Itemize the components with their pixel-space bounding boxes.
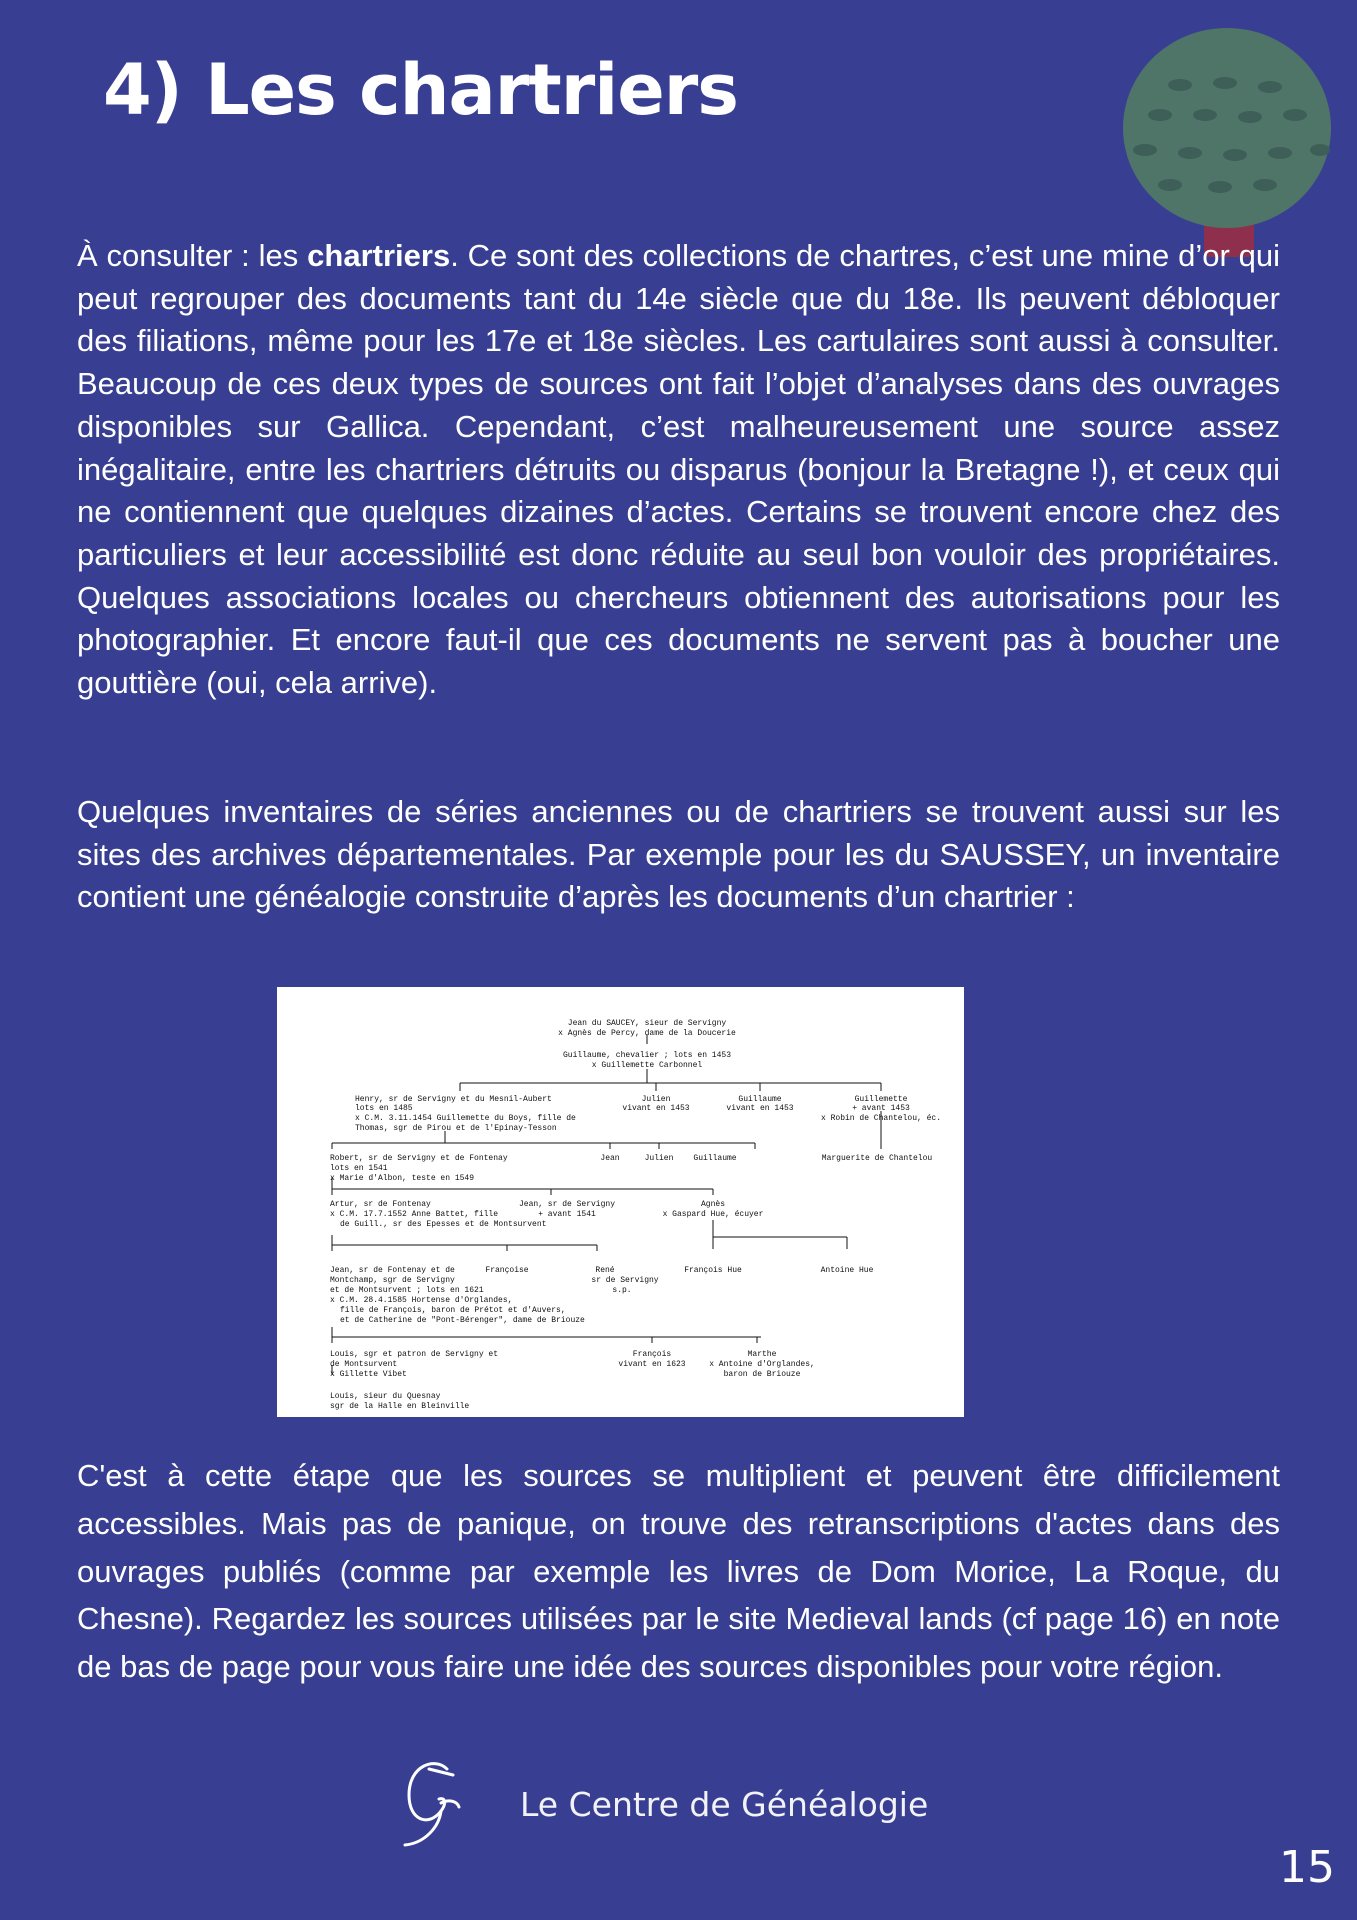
svg-text:Louis, sgr et patron de Servig: Louis, sgr et patron de Servigny et — [330, 1350, 499, 1359]
svg-text:x C.M. 3.11.1454 Guillemette d: x C.M. 3.11.1454 Guillemette du Boys, fille de — [355, 1114, 576, 1123]
svg-text:René: René — [595, 1266, 615, 1275]
svg-text:Henry, sr de Servigny et du Me: Henry, sr de Servigny et du Mesnil-Aubert — [355, 1095, 552, 1104]
genealogy-antoine-hue: Antoine Hue — [820, 1266, 874, 1275]
g-monogram-logo-icon — [395, 1755, 465, 1850]
tree-icon — [1120, 15, 1335, 260]
svg-text:Julien: Julien — [641, 1095, 671, 1104]
genealogy-henry — [355, 1095, 576, 1133]
genealogy-julien — [622, 1095, 689, 1113]
genealogy-francois — [618, 1350, 685, 1369]
svg-text:x Antoine d'Orglandes,: x Antoine d'Orglandes, — [709, 1360, 815, 1369]
svg-text:Jean, sr de Servigny: Jean, sr de Servigny — [518, 1200, 616, 1209]
svg-text:sgr de la Halle en Bleinville: sgr de la Halle en Bleinville — [330, 1402, 470, 1411]
svg-text:sr de Servigny: sr de Servigny — [591, 1276, 659, 1285]
svg-text:+ avant 1453: + avant 1453 — [852, 1104, 910, 1113]
footer — [395, 1755, 955, 1855]
svg-text:de Guill., sr des Epesses et d: de Guill., sr des Epesses et de Montsurvent — [340, 1220, 547, 1229]
genealogy-jean-servigny — [519, 1200, 615, 1219]
genealogy-rene — [591, 1266, 658, 1295]
svg-text:vivant en 1453: vivant en 1453 — [726, 1104, 794, 1113]
genealogy-louis-patron — [330, 1350, 498, 1379]
genealogy-guillemette — [821, 1095, 941, 1123]
svg-text:Jean: Jean — [600, 1154, 620, 1163]
svg-text:x C.M. 28.4.1585 Hortense d'Or: x C.M. 28.4.1585 Hortense d'Orglandes, — [330, 1296, 513, 1305]
svg-text:Robert, sr de Servigny et de F: Robert, sr de Servigny et de Fontenay — [330, 1154, 508, 1163]
svg-text:fille de François, baron de Pr: fille de François, baron de Prétot et d'Auvers, — [340, 1306, 566, 1315]
inventaires-paragraph: Quelques inventaires de séries anciennes ou de chartriers se trouvent aussi sur les sites des archives départementales. Par exemple pour les du SAUSSEY, un inventaire contient une généalogie construite d’après les documents d’un chartrier : — [77, 794, 1280, 915]
svg-text:x Gaspard Hue, écuyer: x Gaspard Hue, écuyer — [662, 1210, 764, 1219]
svg-text:s.p.: s.p. — [612, 1286, 632, 1295]
svg-text:Louis, sieur du Quesnay: Louis, sieur du Quesnay — [330, 1392, 441, 1401]
genealogy-francois-hue: François Hue — [684, 1266, 742, 1275]
genealogy-marthe — [709, 1350, 815, 1379]
svg-text:vivant en 1453: vivant en 1453 — [622, 1104, 690, 1113]
svg-text:Artur, sr de Fontenay: Artur, sr de Fontenay — [330, 1200, 431, 1209]
svg-text:x Guillemette Carbonnel: x Guillemette Carbonnel — [591, 1061, 703, 1070]
genealogy-robert — [330, 1154, 508, 1183]
page-title: 4) Les chartriers — [103, 49, 738, 131]
svg-text:+ avant 1541: + avant 1541 — [538, 1210, 596, 1219]
svg-text:Jean du SAUCEY, sieur de Servi: Jean du SAUCEY, sieur de Servigny — [567, 1019, 727, 1028]
svg-text:Guillaume: Guillaume — [693, 1154, 737, 1163]
genealogy-louis-quesnay — [330, 1392, 469, 1411]
svg-text:et de Montsurvent ; lots en 16: et de Montsurvent ; lots en 1621 — [330, 1286, 484, 1295]
svg-text:x Robin de Chantelou, éc.: x Robin de Chantelou, éc. — [820, 1114, 942, 1123]
svg-text:lots en 1541: lots en 1541 — [330, 1164, 388, 1173]
chartriers-term: chartriers — [307, 238, 451, 273]
svg-text:Julien: Julien — [644, 1154, 674, 1163]
svg-text:Agnès: Agnès — [700, 1200, 726, 1209]
svg-text:vivant en 1623: vivant en 1623 — [618, 1360, 686, 1369]
genealogy-gen4-siblings — [600, 1154, 932, 1163]
svg-text:baron de Briouze: baron de Briouze — [723, 1370, 801, 1379]
chartriers-paragraph: À consulter : les chartriers. Ce sont des collections de chartres, c’est une mine d’or qui peut regrouper des documents tant du 14e siècle que du 18e. Ils peuvent débloquer des filiations, même pour les 17e et 18e siècles. Les cartulaires sont aussi à consulter. Beaucoup de ces deux types de sources ont fait l’objet d’analyses dans des ouvrages disponibles sur Gallica. Cependant, c’est malheureusement une source assez inégalitaire, entre les chartriers détruits ou disparus (bonjour la Bretagne !), et ceux qui ne contiennent que quelques dizaines d’actes. Certains se trouvent encore chez des particuliers et leur accessibilité est donc réduite au seul bon vouloir des propriétaires. Quelques associations locales ou chercheurs obtiennent des autorisations pour les photographier. Et encore faut-il que ces documents ne servent pas à boucher une gouttière (oui, cela arrive). — [77, 238, 1281, 701]
svg-text:x C.M. 17.7.1552 Anne Battet,: x C.M. 17.7.1552 Anne Battet, fille — [330, 1210, 499, 1219]
svg-text:Marthe: Marthe — [747, 1350, 777, 1359]
svg-text:Guillaume: Guillaume — [738, 1095, 782, 1104]
sources-paragraph: C'est à cette étape que les sources se multiplient et peuvent être difficilement accessibles. Mais pas de panique, on trouve des retranscriptions d'actes dans des ouvrages publiés (comme par exemple les livres de Dom Morice, La Roque, du Chesne). Regardez les sources utilisées par le site Medieval lands (cf page 16) en note de bas de page pour vous faire une idée des sources disponibles pour votre région. — [77, 1458, 1280, 1685]
genealogy-jean-fontenay — [330, 1266, 585, 1325]
genealogy-artur — [330, 1200, 546, 1229]
genealogy-agnes — [663, 1200, 764, 1219]
genealogy-root — [558, 1019, 736, 1038]
svg-text:x Gillette Vibet: x Gillette Vibet — [330, 1370, 407, 1379]
svg-text:de Montsurvent: de Montsurvent — [330, 1360, 398, 1369]
page-number: 15 — [1279, 1842, 1335, 1893]
svg-text:Montchamp, sgr de Servigny: Montchamp, sgr de Servigny — [330, 1276, 455, 1285]
svg-text:Marguerite de Chantelou: Marguerite de Chantelou — [821, 1154, 933, 1163]
saussey-genealogy-figure — [277, 987, 964, 1417]
svg-text:et de Catherine de "Pont-Béren: et de Catherine de "Pont-Bérenger", dame de Briouze — [340, 1316, 585, 1325]
svg-text:Thomas, sgr de Pirou et de l'E: Thomas, sgr de Pirou et de l'Epinay-Tesson — [355, 1124, 557, 1133]
svg-text:Jean, sr de Fontenay et de: Jean, sr de Fontenay et de — [330, 1266, 455, 1275]
svg-text:Guillemette: Guillemette — [854, 1095, 908, 1104]
svg-text:x Marie d'Albon, teste en 1549: x Marie d'Albon, teste en 1549 — [330, 1174, 475, 1183]
svg-text:François: François — [632, 1350, 672, 1359]
svg-text:lots en 1485: lots en 1485 — [355, 1104, 413, 1113]
genealogy-gen2 — [563, 1051, 731, 1070]
genealogy-francoise: Françoise — [485, 1266, 529, 1275]
svg-text:x Agnès de Percy, dame de la D: x Agnès de Percy, dame de la Doucerie — [558, 1029, 736, 1038]
svg-text:Guillaume, chevalier ; lots en: Guillaume, chevalier ; lots en 1453 — [562, 1051, 732, 1060]
genealogy-guillaume — [726, 1095, 793, 1113]
brand-name: Le Centre de Généalogie — [520, 1785, 929, 1824]
